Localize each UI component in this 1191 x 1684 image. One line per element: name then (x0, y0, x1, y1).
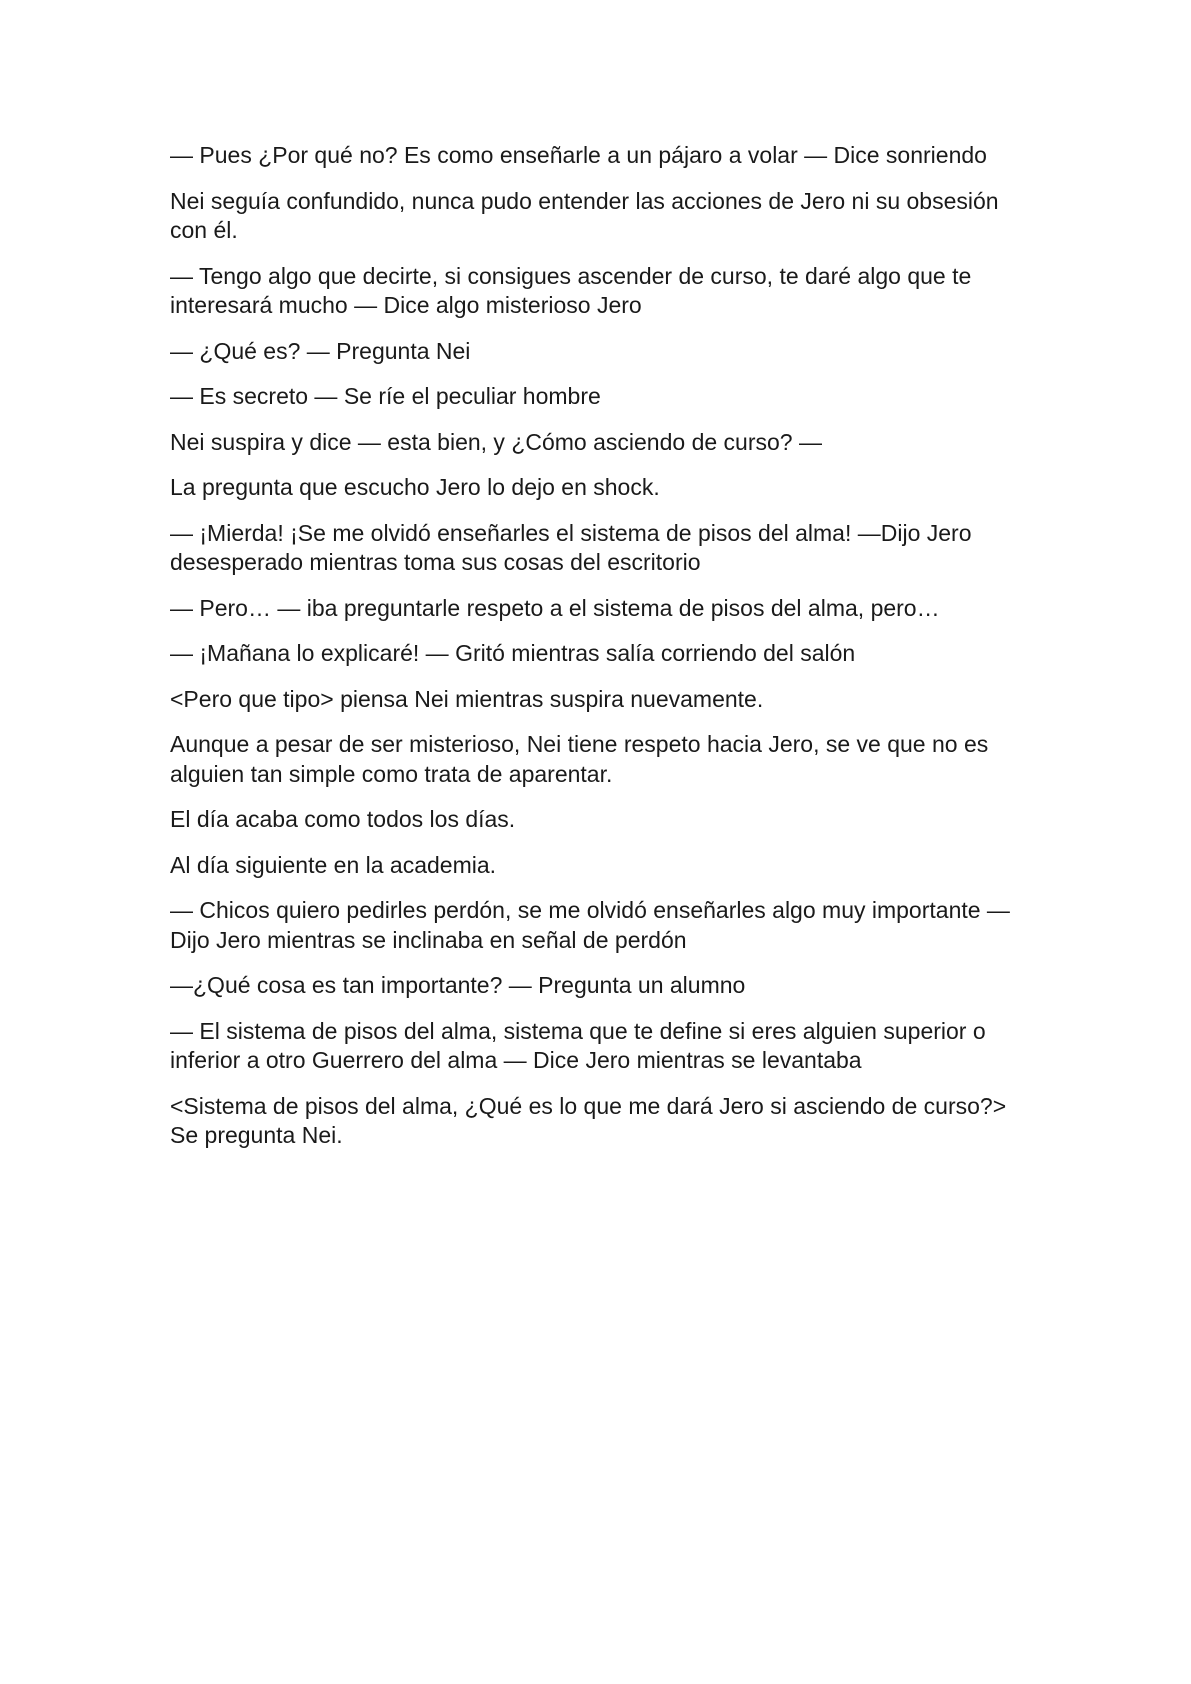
paragraph: — Chicos quiero pedirles perdón, se me olvidó enseñarles algo muy importante — Dijo Jero mientras se inclinaba en señal de perdón (170, 897, 1010, 953)
paragraph: — ¡Mierda! ¡Se me olvidó enseñarles el sistema de pisos del alma! —Dijo Jero desesperado mientras toma sus cosas del escritorio (170, 519, 972, 575)
paragraph: — Pero… — iba preguntarle respeto a el sistema de pisos del alma, pero… (170, 594, 940, 621)
paragraph: — Es secreto — Se ríe el peculiar hombre (170, 383, 601, 409)
paragraph: Nei seguía confundido, nunca pudo entender las acciones de Jero ni su obsesión con él. (170, 187, 999, 243)
paragraph: Aunque a pesar de ser misterioso, Nei tiene respeto hacia Jero, se ve que no es alguien tan simple como trata de aparentar. (170, 731, 989, 787)
paragraph: — ¿Qué es? — Pregunta Nei (170, 337, 471, 364)
paragraph: — El sistema de pisos del alma, sistema que te define si eres alguien superior o inferior a otro Guerrero del alma — Dice Jero mientras se levantaba (170, 1017, 986, 1073)
paragraph: Al día siguiente en la academia. (170, 851, 497, 878)
paragraph: <Sistema de pisos del alma, ¿Qué es lo que me dará Jero si asciendo de curso?> Se pregunta Nei. (170, 1092, 1007, 1148)
paragraph: <Pero que tipo> piensa Nei mientras suspira nuevamente. (170, 685, 764, 712)
paragraph: El día acaba como todos los días. (170, 806, 516, 832)
paragraph: La pregunta que escucho Jero lo dejo en shock. (170, 474, 660, 500)
paragraph: —¿Qué cosa es tan importante? — Pregunta un alumno (170, 972, 746, 998)
paragraph: — Tengo algo que decirte, si consigues ascender de curso, te daré algo que te interesará mucho — Dice algo misterioso Jero (170, 262, 972, 318)
paragraph: Nei suspira y dice — esta bien, y ¿Cómo asciendo de curso? — (170, 428, 822, 455)
paragraph: — Pues ¿Por qué no? Es como enseñarle a un pájaro a volar — Dice sonriendo (170, 142, 987, 168)
document-body (170, 141, 1030, 1167)
paragraph: — ¡Mañana lo explicaré! — Gritó mientras salía corriendo del salón (170, 640, 856, 666)
